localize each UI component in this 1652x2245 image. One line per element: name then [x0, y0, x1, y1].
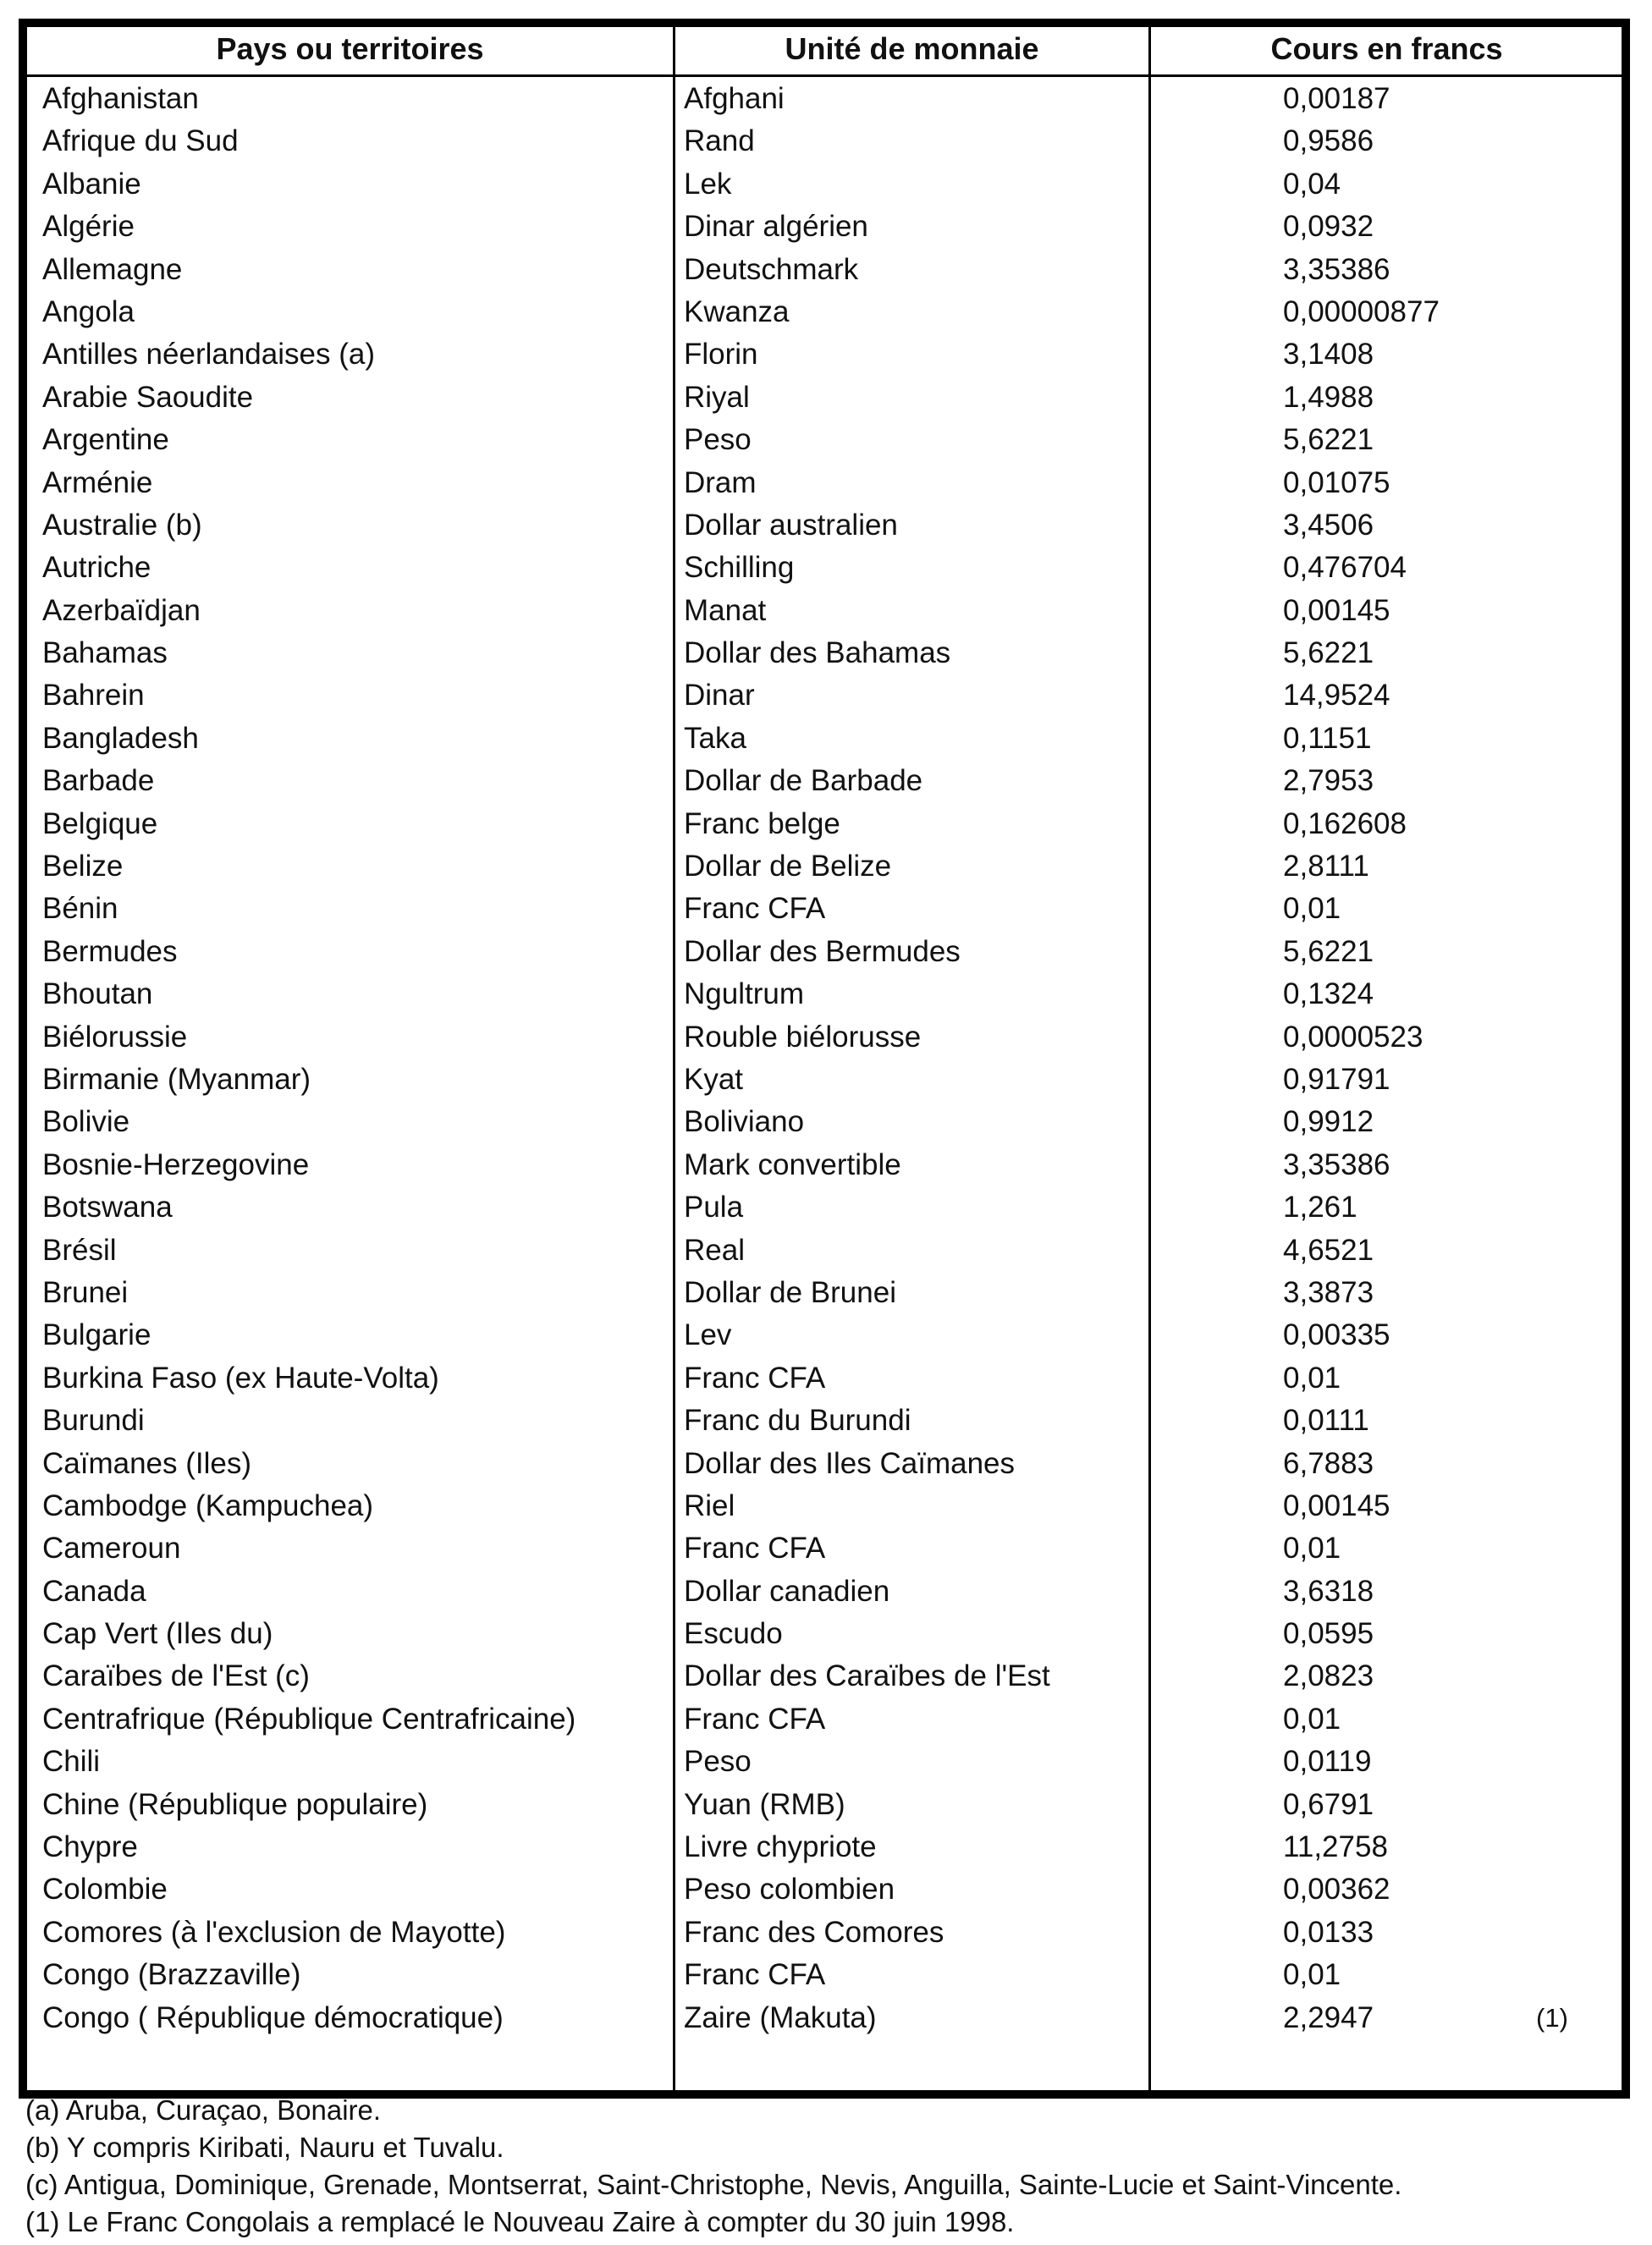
currency-cell: Rouble biélorusse — [684, 1020, 922, 1054]
rate-cell: 0,01 — [1283, 1702, 1341, 1736]
rate-cell: 0,1324 — [1283, 977, 1374, 1011]
currency-cell: Schilling — [684, 551, 795, 585]
table-row — [0, 1912, 1652, 1954]
rate-cell: 0,476704 — [1283, 551, 1407, 585]
table-row — [0, 1101, 1652, 1143]
table-row — [0, 419, 1652, 461]
rate-cell: 0,9912 — [1283, 1105, 1374, 1139]
country-cell: Bolivie — [42, 1105, 130, 1139]
rate-cell: 0,0000523 — [1283, 1020, 1423, 1054]
table-row — [0, 333, 1652, 376]
table-row — [0, 377, 1652, 419]
country-cell: Bénin — [42, 892, 118, 926]
currency-cell: Peso — [684, 423, 752, 457]
country-cell: Bhoutan — [42, 977, 153, 1011]
footnote: (b) Y compris Kiribati, Nauru et Tuvalu. — [25, 2132, 504, 2163]
currency-cell: Dollar des Caraïbes de l'Est — [684, 1659, 1050, 1693]
country-cell: Barbade — [42, 764, 155, 798]
currency-cell: Kyat — [684, 1062, 744, 1096]
rate-cell: 4,6521 — [1283, 1233, 1374, 1267]
rate-cell: 6,7883 — [1283, 1446, 1374, 1480]
rate-cell: 2,2947 — [1283, 2000, 1374, 2034]
country-cell: Bangladesh — [42, 721, 199, 755]
currency-cell: Dram — [684, 465, 757, 499]
country-cell: Congo ( République démocratique) — [42, 2000, 504, 2034]
rate-cell: 0,00000877 — [1283, 294, 1440, 328]
country-cell: Cap Vert (Iles du) — [42, 1617, 273, 1651]
table-row — [0, 504, 1652, 547]
country-cell: Allemagne — [42, 252, 183, 286]
country-cell: Bahrein — [42, 679, 145, 713]
rate-cell: 0,00335 — [1283, 1318, 1390, 1352]
rate-cell: 0,00362 — [1283, 1873, 1390, 1907]
table-row — [0, 206, 1652, 248]
country-cell: Congo (Brazzaville) — [42, 1958, 301, 1992]
table-row — [0, 632, 1652, 674]
currency-cell: Dinar — [684, 679, 755, 713]
table-row — [0, 1868, 1652, 1911]
currency-cell: Dinar algérien — [684, 210, 868, 244]
country-cell: Bermudes — [42, 934, 178, 968]
currency-cell: Franc des Comores — [684, 1915, 944, 1949]
footnote: (c) Antigua, Dominique, Grenade, Montserrat, Saint-Christophe, Nevis, Anguilla, Sainte-Lucie et Saint-Vincente. — [25, 2169, 1402, 2200]
rate-cell: 0,00145 — [1283, 1488, 1390, 1522]
currency-cell: Mark convertible — [684, 1147, 901, 1181]
table-row — [0, 78, 1652, 120]
table-row — [0, 760, 1652, 802]
rate-cell: 0,01 — [1283, 1361, 1341, 1395]
rate-cell: 0,01 — [1283, 1532, 1341, 1565]
currency-cell: Franc du Burundi — [684, 1404, 911, 1438]
country-cell: Chine (République populaire) — [42, 1787, 428, 1821]
currency-cell: Manat — [684, 593, 767, 627]
table-row — [0, 1314, 1652, 1356]
rate-cell: 2,0823 — [1283, 1659, 1374, 1693]
country-cell: Australie (b) — [42, 508, 202, 542]
country-cell: Brésil — [42, 1233, 117, 1267]
country-cell: Azerbaïdjan — [42, 593, 201, 627]
currency-cell: Zaire (Makuta) — [684, 2000, 877, 2034]
currency-cell: Franc CFA — [684, 1361, 826, 1395]
currency-cell: Pula — [684, 1191, 744, 1224]
table-row — [0, 1357, 1652, 1400]
currency-cell: Deutschmark — [684, 252, 859, 286]
rate-cell: 0,01 — [1283, 1958, 1341, 1992]
table-row — [0, 1443, 1652, 1485]
column-header-currency: Unité de monnaie — [785, 31, 1039, 66]
table-row — [0, 1784, 1652, 1826]
table-row — [0, 1698, 1652, 1741]
rate-cell: 0,0932 — [1283, 210, 1374, 244]
rate-cell: 0,01075 — [1283, 465, 1390, 499]
country-cell: Afrique du Sud — [42, 124, 239, 158]
currency-cell: Dollar de Barbade — [684, 764, 923, 798]
rate-cell: 1,4988 — [1283, 380, 1374, 414]
rate-cell: 3,4506 — [1283, 508, 1374, 542]
rate-cell: 0,91791 — [1283, 1062, 1390, 1096]
currency-cell: Yuan (RMB) — [684, 1787, 845, 1821]
table-row — [0, 462, 1652, 504]
country-cell: Comores (à l'exclusion de Mayotte) — [42, 1915, 506, 1949]
currency-cell: Dollar des Iles Caïmanes — [684, 1446, 1015, 1480]
country-cell: Algérie — [42, 210, 135, 244]
table-row — [0, 1527, 1652, 1570]
currency-cell: Escudo — [684, 1617, 783, 1651]
rate-cell: 3,6318 — [1283, 1574, 1374, 1608]
country-cell: Botswana — [42, 1191, 173, 1224]
table-row — [0, 1016, 1652, 1059]
country-cell: Autriche — [42, 551, 151, 585]
table-row — [0, 1485, 1652, 1527]
column-header-rate: Cours en francs — [1270, 31, 1503, 66]
country-cell: Albanie — [42, 167, 141, 201]
currency-cell: Livre chypriote — [684, 1830, 877, 1864]
rate-cell: 0,01 — [1283, 892, 1341, 926]
country-cell: Biélorussie — [42, 1020, 188, 1054]
table-row — [0, 249, 1652, 291]
currency-cell: Peso — [684, 1745, 752, 1779]
country-cell: Chili — [42, 1745, 101, 1779]
currency-cell: Franc CFA — [684, 892, 826, 926]
table-row — [0, 1741, 1652, 1783]
country-cell: Bahamas — [42, 636, 168, 670]
rate-cell: 0,1151 — [1283, 721, 1372, 755]
table-body — [0, 78, 1652, 2039]
rate-cell: 0,04 — [1283, 167, 1341, 201]
currency-cell: Peso colombien — [684, 1873, 895, 1907]
rate-cell: 2,7953 — [1283, 764, 1374, 798]
footnote: (a) Aruba, Curaçao, Bonaire. — [25, 2094, 382, 2126]
table-row — [0, 163, 1652, 206]
country-cell: Cameroun — [42, 1532, 181, 1565]
currency-cell: Dollar australien — [684, 508, 898, 542]
country-cell: Birmanie (Myanmar) — [42, 1062, 311, 1096]
table-row — [0, 291, 1652, 333]
country-cell: Brunei — [42, 1275, 129, 1309]
country-cell: Belgique — [42, 806, 158, 840]
currency-cell: Ngultrum — [684, 977, 804, 1011]
rate-cell: 3,1408 — [1283, 338, 1374, 371]
rate-cell: 0,0111 — [1283, 1404, 1369, 1438]
country-cell: Cambodge (Kampuchea) — [42, 1488, 374, 1522]
rate-cell: 5,6221 — [1283, 934, 1374, 968]
table-row — [0, 973, 1652, 1015]
table-row — [0, 888, 1652, 930]
table-row — [0, 1144, 1652, 1186]
country-cell: Canada — [42, 1574, 146, 1608]
currency-cell: Florin — [684, 338, 758, 371]
table-row — [0, 1997, 1652, 2039]
rate-cell: 0,0595 — [1283, 1617, 1374, 1651]
currency-cell: Boliviano — [684, 1105, 805, 1139]
table-row — [0, 1059, 1652, 1101]
table-row — [0, 931, 1652, 973]
table-row — [0, 674, 1652, 717]
currency-cell: Franc CFA — [684, 1958, 826, 1992]
currency-cell: Dollar de Belize — [684, 850, 892, 883]
table-row — [0, 1613, 1652, 1655]
table-row — [0, 120, 1652, 162]
currency-cell: Franc belge — [684, 806, 840, 840]
table-row — [0, 1571, 1652, 1613]
currency-cell: Dollar des Bahamas — [684, 636, 951, 670]
country-cell: Centrafrique (République Centrafricaine) — [42, 1702, 576, 1736]
currency-cell: Franc CFA — [684, 1532, 826, 1565]
rate-cell: 3,3873 — [1283, 1275, 1374, 1309]
country-cell: Arménie — [42, 465, 153, 499]
rate-cell: 0,00187 — [1283, 82, 1390, 115]
table-row — [0, 1230, 1652, 1272]
country-cell: Chypre — [42, 1830, 138, 1864]
column-header-country: Pays ou territoires — [216, 31, 484, 66]
rate-cell: 14,9524 — [1283, 679, 1390, 713]
currency-cell: Lev — [684, 1318, 732, 1352]
country-cell: Arabie Saoudite — [42, 380, 254, 414]
country-cell: Angola — [42, 294, 135, 328]
rate-cell: 0,9586 — [1283, 124, 1374, 158]
currency-cell: Lek — [684, 167, 732, 201]
country-cell: Colombie — [42, 1873, 168, 1907]
currency-cell: Dollar de Brunei — [684, 1275, 896, 1309]
currency-cell: Riyal — [684, 380, 750, 414]
table-row — [0, 1400, 1652, 1442]
rate-cell: 3,35386 — [1283, 1147, 1390, 1181]
currency-cell: Rand — [684, 124, 755, 158]
table-row — [0, 590, 1652, 632]
footnotes — [25, 2092, 1633, 2241]
table-row — [0, 1826, 1652, 1868]
footnote: (1) Le Franc Congolais a remplacé le Nouveau Zaire à compter du 30 juin 1998. — [25, 2206, 1015, 2237]
currency-cell: Kwanza — [684, 294, 790, 328]
currency-cell: Riel — [684, 1488, 735, 1522]
table-row — [0, 1272, 1652, 1314]
header-divider — [19, 74, 1630, 77]
table-row — [0, 1655, 1652, 1698]
footnote-marker: (1) — [1536, 2002, 1568, 2033]
rate-cell: 3,35386 — [1283, 252, 1390, 286]
country-cell: Burkina Faso (ex Haute-Volta) — [42, 1361, 439, 1395]
rate-cell: 11,2758 — [1283, 1830, 1388, 1864]
table-row — [0, 718, 1652, 760]
country-cell: Antilles néerlandaises (a) — [42, 338, 375, 371]
rate-cell: 0,0133 — [1283, 1915, 1374, 1949]
rate-cell: 0,0119 — [1283, 1745, 1372, 1779]
country-cell: Caïmanes (Iles) — [42, 1446, 252, 1480]
country-cell: Bulgarie — [42, 1318, 151, 1352]
rate-cell: 0,00145 — [1283, 593, 1390, 627]
country-cell: Afghanistan — [42, 82, 199, 115]
rate-cell: 5,6221 — [1283, 636, 1374, 670]
currency-cell: Afghani — [684, 82, 785, 115]
table-row — [0, 803, 1652, 845]
currency-cell: Real — [684, 1233, 745, 1267]
rate-cell: 2,8111 — [1283, 850, 1369, 883]
country-cell: Argentine — [42, 423, 169, 457]
table-row — [0, 547, 1652, 589]
rate-cell: 0,6791 — [1283, 1787, 1374, 1821]
table-row — [0, 845, 1652, 888]
currency-cell: Dollar des Bermudes — [684, 934, 961, 968]
rate-cell: 1,261 — [1283, 1191, 1357, 1224]
rate-cell: 0,162608 — [1283, 806, 1407, 840]
currency-cell: Franc CFA — [684, 1702, 826, 1736]
country-cell: Burundi — [42, 1404, 145, 1438]
country-cell: Belize — [42, 850, 124, 883]
currency-cell: Dollar canadien — [684, 1574, 890, 1608]
table-row — [0, 1954, 1652, 1996]
currency-cell: Taka — [684, 721, 746, 755]
country-cell: Bosnie-Herzegovine — [42, 1147, 310, 1181]
table-row — [0, 1186, 1652, 1229]
rate-cell: 5,6221 — [1283, 423, 1374, 457]
country-cell: Caraïbes de l'Est (c) — [42, 1659, 310, 1693]
